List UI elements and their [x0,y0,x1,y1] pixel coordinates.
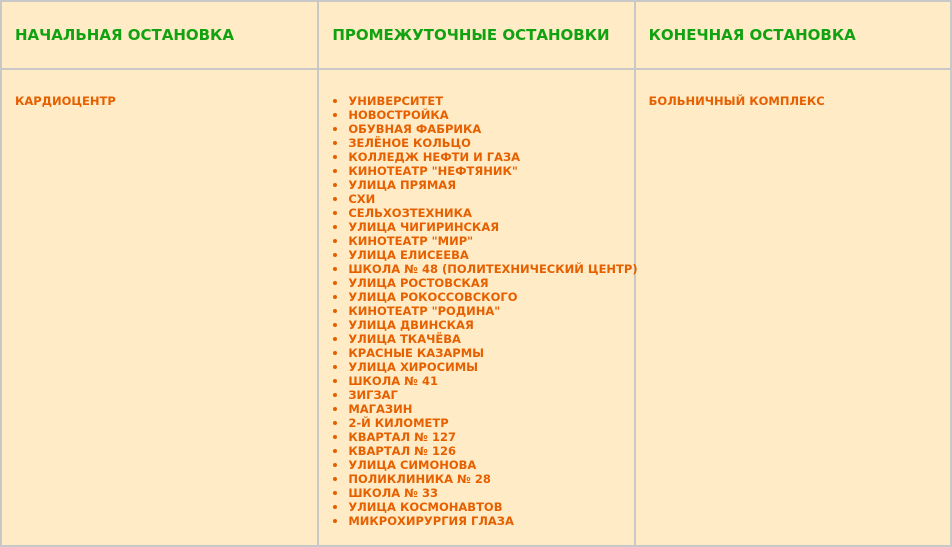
intermediate-stop-item: МИКРОХИРУРГИЯ ГЛАЗА [348,514,633,528]
intermediate-stop-item: ШКОЛА № 33 [348,486,633,500]
header-intermediate-stops: ПРОМЕЖУТОЧНЫЕ ОСТАНОВКИ [318,1,634,69]
intermediate-stops-list [332,94,638,528]
intermediate-stop-item: КРАСНЫЕ КАЗАРМЫ [348,346,633,360]
intermediate-stop-item: 2-Й КИЛОМЕТР [348,416,633,430]
intermediate-stop-item: УЛИЦА ПРЯМАЯ [348,178,633,192]
intermediate-stop-item: КВАРТАЛ № 127 [348,430,633,444]
intermediate-stop-item: ЗИГЗАГ [348,388,633,402]
intermediate-stop-item: КИНОТЕАТР "МИР" [348,234,633,248]
header-row [1,1,951,69]
intermediate-stop-item: МАГАЗИН [348,402,633,416]
intermediate-stop-item: КОЛЛЕДЖ НЕФТИ И ГАЗА [348,150,633,164]
header-start-stop: НАЧАЛЬНАЯ ОСТАНОВКА [1,1,318,69]
end-stop-cell [635,69,951,546]
start-stop: КАРДИОЦЕНТР [15,94,116,108]
intermediate-stop-item: КИНОТЕАТР "РОДИНА" [348,304,633,318]
intermediate-stop-item: ОБУВНАЯ ФАБРИКА [348,122,633,136]
intermediate-stop-item: КИНОТЕАТР "НЕФТЯНИК" [348,164,633,178]
intermediate-stops-cell [318,69,638,546]
intermediate-stop-item: УЛИЦА РОКОССОВСКОГО [348,290,633,304]
intermediate-stop-item: УЛИЦА КОСМОНАВТОВ [348,500,633,514]
intermediate-stop-item: СХИ [348,192,633,206]
intermediate-stop-item: УЛИЦА СИМОНОВА [348,458,633,472]
intermediate-stop-item: УЛИЦА ХИРОСИМЫ [348,360,633,374]
intermediate-stop-item: ШКОЛА № 48 (ПОЛИТЕХНИЧЕСКИЙ ЦЕНТР) [348,262,638,276]
intermediate-stop-item: СЕЛЬХОЗТЕХНИКА [348,206,633,220]
end-stop: БОЛЬНИЧНЫЙ КОМПЛЕКС [648,94,825,108]
intermediate-stop-item: УЛИЦА ДВИНСКАЯ [348,318,633,332]
intermediate-stop-item: НОВОСТРОЙКА [348,108,633,122]
stops-row [1,69,951,546]
start-stop-cell [1,69,318,546]
intermediate-stop-item: УЛИЦА ЧИГИРИНСКАЯ [348,220,633,234]
intermediate-stop-item: УЛИЦА ТКАЧЁВА [348,332,633,346]
intermediate-stop-item: УЛИЦА РОСТОВСКАЯ [348,276,633,290]
intermediate-stop-item: УНИВЕРСИТЕТ [348,94,633,108]
intermediate-stop-item: УЛИЦА ЕЛИСЕЕВА [348,248,633,262]
intermediate-stop-item: ПОЛИКЛИНИКА № 28 [348,472,633,486]
intermediate-stop-item: КВАРТАЛ № 126 [348,444,633,458]
intermediate-stop-item: ШКОЛА № 41 [348,374,633,388]
intermediate-stop-item: ЗЕЛЁНОЕ КОЛЬЦО [348,136,633,150]
header-end-stop: КОНЕЧНАЯ ОСТАНОВКА [635,1,951,69]
